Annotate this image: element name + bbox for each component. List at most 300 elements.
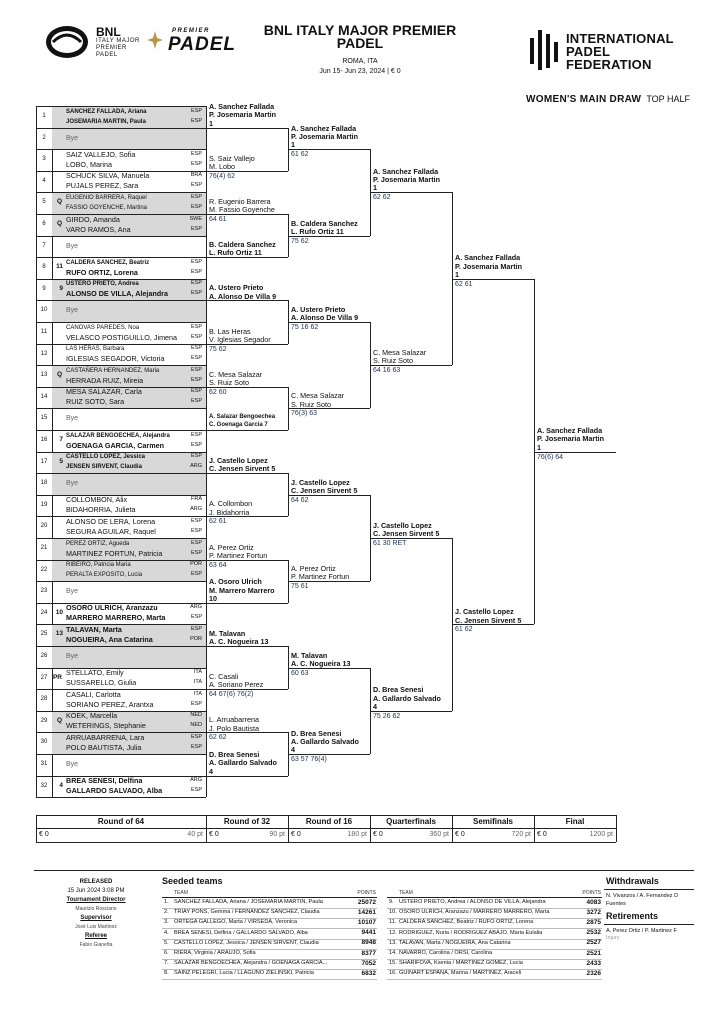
seed-rank: 1.: [164, 899, 169, 905]
country-1: ITA: [193, 690, 202, 697]
player-2-name: MARRERO MARRERO, Marta: [66, 613, 166, 623]
player-2-name: SUSSARELLO, Giulia: [66, 678, 137, 688]
officials-block: RELEASED 15 Jun 2024 3:08 PM Tournament Director Maurizio Rosciano Supervisor José Luis Martinez Referee Fabio Gianetta: [66, 879, 126, 948]
winner-name: P. Martinez Fortun: [209, 550, 268, 560]
player-1-name: EUGENIO BARRERA, Raquel: [66, 194, 147, 201]
winner-name: 1: [537, 442, 541, 452]
draw-title: WOMEN'S MAIN DRAW TOP HALF: [526, 94, 690, 105]
seed-rank: 13.: [389, 939, 397, 946]
country-1: ESP: [190, 150, 202, 157]
retirements-title: Retirements: [606, 911, 659, 921]
player-1-name: MESA SALAZAR, Carla: [66, 387, 142, 397]
country-1: ARG: [190, 777, 202, 784]
country-1: NED: [190, 712, 202, 719]
country-2: NED: [190, 722, 202, 729]
country-2: ARG: [190, 463, 202, 470]
seed-team: TRIAY PONS, Gemma / FERNANDEZ SANCHEZ, Claudia: [174, 909, 320, 916]
seed-team: GUINART ESPAÑA, Marina / MARTINEZ, Araceli: [399, 970, 522, 977]
winner-name: D. Brea Senesi: [291, 728, 342, 738]
padel-label: PADEL: [168, 34, 236, 55]
entry-number: 14: [40, 393, 48, 400]
row-divider: [36, 408, 206, 409]
round-points: 1200 pt: [589, 831, 613, 838]
winner-name: 1: [291, 140, 295, 150]
country-1: ESP: [190, 625, 202, 632]
winner-name: A. Osoro Ulrich: [209, 577, 262, 587]
winner-name: A. Sanchez Fallada: [291, 123, 357, 133]
country-2: ESP: [190, 614, 202, 621]
seed-rank: 5.: [164, 939, 169, 946]
country-1: SWE: [189, 215, 202, 222]
seed-number: 7: [59, 436, 63, 443]
match-score: 76(4) 62: [209, 172, 236, 180]
winner-name: C. Jensen Sirvent 5: [373, 529, 440, 539]
entry-number: 23: [40, 588, 48, 595]
winner-name: A. Soriano Perez: [209, 680, 264, 690]
entry-number: 10: [40, 307, 48, 314]
player-2-name: PERALTA EXPOSITO, Lucia: [66, 572, 143, 579]
country-2: ESP: [190, 700, 202, 707]
player-2-name: JOSEMARIA MARTIN, Paula: [66, 118, 146, 125]
entry-number: 1: [42, 113, 46, 119]
winner-name: C. Mesa Salazar: [209, 369, 263, 379]
match-score: 62 62: [209, 734, 227, 742]
winner-name: A. Salazar Bengoechea: [209, 414, 276, 420]
seed-rank: 6.: [164, 950, 169, 956]
country-1: ESP: [190, 107, 202, 114]
winner-name: C. Casali: [209, 672, 239, 682]
seed-team: OSORO ULRICH, Aranzazu / MARRERO MARRERO, Marta: [399, 909, 550, 916]
match-score: 60 63: [291, 669, 309, 677]
entry-number: 27: [40, 674, 48, 681]
country-1: ESP: [190, 258, 202, 265]
points-header: POINTS: [582, 890, 601, 896]
bye-label: Bye: [66, 588, 79, 596]
seed-rank: 2.: [164, 909, 169, 916]
country-2: ARG: [190, 506, 202, 513]
winner-name: P. Martinez Fortun: [291, 572, 350, 582]
winner-name: C. Mesa Salazar: [291, 391, 345, 401]
row-divider: [36, 797, 206, 798]
player-1-name: COLLOMBON, Alix: [66, 495, 128, 505]
bracket-line: [370, 192, 452, 193]
bracket-line: [288, 149, 370, 150]
winner-name: A. Ustero Prieto: [291, 305, 346, 314]
winner-name: M. Talavan: [209, 629, 246, 638]
round-name: Round of 32: [223, 817, 271, 826]
winner-name: M. Talavan: [291, 650, 328, 660]
player-2-name: ALONSO DE VILLA, Alejandra: [66, 289, 168, 299]
entry-number: 4: [42, 177, 46, 184]
round-prize: € 0: [373, 831, 383, 838]
qualifier-tag: Q: [56, 220, 62, 227]
seed-points: 2532: [586, 929, 601, 937]
player-2-name: RUIZ SOTO, Sara: [66, 397, 125, 407]
player-1-name: ALONSO DE LERA, Lorena: [66, 516, 156, 526]
withdrawals-title: Withdrawals: [606, 876, 659, 886]
seed-team: SHARIFOVA, Ksenia / MARTINEZ GOMEZ, Lucia: [399, 960, 523, 967]
winner-name: A. Gallardo Salvado: [209, 758, 277, 768]
bracket-line: [534, 452, 616, 453]
seed-rank: 10.: [389, 909, 397, 916]
player-1-name: SAIZ VALLEJO, Sofia: [66, 149, 136, 159]
entry-number: 19: [40, 501, 48, 508]
seed-rank: 14.: [389, 950, 397, 956]
player-2-name: SORIANO PEREZ, Arantxa: [66, 699, 154, 709]
match-score: 75 26 62: [373, 712, 401, 720]
seed-points: 2875: [586, 918, 601, 926]
entry-number: 26: [40, 653, 48, 659]
country-1: FRA: [191, 496, 202, 503]
country-2: ESP: [190, 290, 202, 297]
winner-name: L. Arruabarrena: [209, 715, 259, 725]
country-2: ESP: [190, 355, 202, 362]
match-score: 75 61: [291, 583, 309, 591]
winner-name: B. Caldera Sanchez: [209, 240, 276, 250]
country-2: ESP: [190, 268, 202, 275]
bye-label: Bye: [66, 307, 79, 315]
seed-rank: 11.: [389, 919, 397, 926]
rounds-bottom-rule: [36, 842, 616, 843]
country-1: ESP: [190, 345, 202, 352]
winner-name: A. C. Nogueira 13: [209, 637, 269, 647]
bye-label: Bye: [66, 415, 79, 423]
player-2-name: NOGUEIRA, Ana Catarina: [66, 634, 153, 644]
seed-points: 8377: [361, 949, 376, 957]
points-header: POINTS: [357, 890, 376, 896]
player-1-name: BREA SENESI, Delfina: [66, 776, 143, 786]
winner-name: M. Fassio Goyenche: [209, 205, 275, 215]
player-1-name: SALAZAR BENGOECHEA, Alejandra: [66, 432, 170, 439]
winner-name: A. Sanchez Fallada: [537, 426, 603, 436]
match-score: 64 16 63: [373, 367, 401, 375]
winner-name: C. Jensen Sirvent 5: [291, 486, 358, 495]
winner-name: A. C. Nogueira 13: [291, 658, 351, 668]
entry-number: 21: [40, 545, 48, 551]
winner-name: A. Ustero Prieto: [209, 283, 264, 293]
winner-name: 4: [209, 766, 213, 776]
winner-name: A. Gallardo Salvado: [373, 693, 441, 703]
seed-points: 2433: [586, 959, 601, 967]
winner-name: A. Perez Ortiz: [291, 564, 336, 574]
match-score: 75 62: [209, 345, 227, 353]
seed-team: CASTELLO LOPEZ, Jessica / JENSEN SIRVENT, Claudia: [174, 939, 319, 946]
country-1: ESP: [190, 280, 202, 287]
entry-number: 7: [42, 242, 46, 249]
seed-row-rule: [162, 979, 377, 980]
withdrawals-text: N. Vivanzos / A. Fernandez D Fuentes: [606, 893, 679, 907]
seed-team: NAVARRO, Carolina / ORSI, Carolina: [399, 950, 493, 956]
country-2: ESP: [190, 117, 202, 124]
winner-name: B. Caldera Sanchez: [291, 218, 358, 228]
location: ROMA, ITA: [342, 58, 378, 65]
row-divider: [36, 581, 206, 582]
player-2-name: VARO RAMOS, Ana: [66, 224, 131, 234]
bye-label: Bye: [66, 242, 79, 250]
country-2: ESP: [190, 571, 202, 578]
entry-number: 24: [40, 609, 48, 616]
match-score: 62 61: [209, 518, 227, 526]
row-divider: [36, 300, 206, 301]
winner-name: P. Josemaria Martin: [537, 434, 604, 444]
player-2-name: PUJALS PEREZ, Sara: [66, 181, 139, 191]
qualifier-tag: Q: [56, 198, 62, 206]
winner-name: S. Saiz Vallejo: [209, 153, 255, 163]
country-1: ESP: [190, 193, 202, 200]
entry-number: 13: [40, 372, 48, 379]
winner-name: J. Castello Lopez: [455, 607, 514, 617]
winner-name: A. Sanchez Fallada: [455, 253, 521, 263]
country-1: POR: [190, 561, 202, 568]
round-points: 180 pt: [347, 831, 367, 838]
winner-name: 10: [209, 593, 217, 603]
country-1: ESP: [190, 366, 202, 373]
winner-name: P. Josemaria Martin: [209, 110, 276, 120]
seed-number: 11: [56, 263, 63, 271]
player-2-name: FASSIO GOYENCHE, Martina: [66, 204, 148, 211]
winner-name: J. Castello Lopez: [209, 456, 268, 466]
entry-number: 9: [42, 285, 46, 292]
qualifier-tag: Q: [56, 716, 62, 724]
round-points: 360 pt: [429, 831, 449, 838]
winner-name: J. Castello Lopez: [373, 521, 432, 530]
seed-number: 4: [59, 781, 63, 789]
entry-number: 6: [42, 221, 46, 227]
country-2: ESP: [190, 182, 202, 189]
match-score: 75 16 62: [291, 324, 319, 331]
country-2: ESP: [190, 225, 202, 232]
winner-name: M. Marrero Marrero: [209, 585, 275, 595]
winner-name: D. Brea Senesi: [373, 685, 424, 695]
country-2: ESP: [190, 160, 202, 167]
bnl-logo-icon: [44, 24, 90, 60]
premier-label: PREMIER: [172, 28, 210, 34]
ipf-logo-icon: [528, 28, 562, 74]
player-1-name: CANOVAS PAREDES, Noa: [66, 324, 140, 331]
country-1: ESP: [190, 539, 202, 546]
player-2-name: HERRADA RUIZ, Mireia: [66, 375, 144, 385]
player-2-name: LOBO, Marina: [66, 159, 112, 169]
country-1: ESP: [190, 323, 202, 330]
seed-rank: 9.: [389, 899, 394, 905]
match-score: 63 64: [209, 561, 227, 569]
seed-rank: 16.: [389, 970, 397, 977]
winner-name: 4: [373, 701, 377, 711]
seed-points: 2326: [586, 969, 601, 977]
player-2-name: SEGURA AGUILAR, Raquel: [66, 526, 156, 536]
seeded-title: Seeded teams: [162, 876, 223, 886]
seed-rank: 15.: [389, 960, 397, 967]
seed-number: 9: [59, 284, 63, 292]
round-prize: € 0: [537, 831, 547, 838]
winner-name: A. Alonso De Villa 9: [291, 313, 359, 323]
player-1-name: LAS HERAS, Barbara: [66, 346, 125, 353]
seed-points: 4083: [586, 898, 601, 906]
seed-team: ORTEGA GALLEGO, Marta / VIRSEDA, Veronica: [174, 919, 298, 926]
entry-number: 3: [42, 156, 46, 163]
entry-number: 31: [40, 761, 48, 767]
winner-name: S. Ruiz Soto: [291, 399, 331, 409]
country-2: ESP: [190, 398, 202, 405]
seed-rank: 4.: [164, 929, 169, 936]
seed-rank: 12.: [389, 929, 397, 936]
country-1: ESP: [190, 431, 202, 438]
player-1-name: USTERO PRIETO, Andrea: [66, 281, 139, 288]
player-1-name: KOEK, Marcella: [66, 711, 118, 721]
player-1-name: CASTAÑERA HERNANDEZ, Maria: [66, 367, 160, 374]
player-2-name: WETERINGS, Stephanie: [66, 721, 146, 731]
winner-name: L. Rufo Ortiz 11: [291, 226, 344, 236]
winner-name: J. Polo Bautista: [209, 723, 259, 733]
player-2-name: BIDAHORRIA, Julieta: [66, 505, 136, 515]
country-2: ITA: [193, 679, 202, 686]
player-2-name: RUFO ORTIZ, Lorena: [66, 267, 138, 277]
country-2: ESP: [190, 787, 202, 794]
match-score: 76(3) 63: [291, 410, 318, 418]
winner-name: 4: [291, 744, 295, 754]
round-name: Final: [565, 817, 585, 826]
round-prize: € 0: [291, 831, 301, 838]
bracket-line: [288, 754, 370, 755]
seed-points: 10107: [357, 918, 376, 926]
entry-number: 18: [40, 480, 48, 487]
country-2: ESP: [190, 203, 202, 210]
country-2: ESP: [190, 441, 202, 448]
winner-name: 1: [455, 269, 459, 279]
seed-team: RODRIGUEZ, Nuria / RODRIGUEZ ABAJO, Maria Eulalia: [399, 929, 543, 936]
entry-number: 25: [40, 631, 48, 638]
entry-number: 29: [40, 717, 48, 724]
seed-team: SANCHEZ FALLADA, Ariana / JOSEMARIA MARTIN, Paula: [174, 899, 323, 905]
match-score: 62 60: [209, 388, 227, 396]
player-2-name: POLO BAUTISTA, Julia: [66, 742, 142, 752]
row-divider: [36, 754, 206, 755]
dates: Jun 15- Jun 23, 2024 | € 0: [319, 68, 401, 75]
team-header: TEAM: [399, 890, 413, 896]
round-prize: € 0: [209, 831, 219, 838]
bracket-right-border: [206, 106, 207, 797]
player-1-name: PEREZ ORTIZ, Agueda: [66, 540, 130, 547]
winner-name: D. Brea Senesi: [209, 750, 260, 760]
winner-name: A. Collombon: [209, 499, 253, 509]
bracket-line: [206, 776, 288, 777]
winner-name: A. Alonso De Villa 9: [209, 291, 277, 301]
country-1: BRA: [190, 172, 202, 179]
winner-name: C. Goenaga Garcia 7: [209, 422, 268, 429]
seed-points: 2527: [586, 939, 601, 947]
player-1-name: STELLATO, Emily: [66, 668, 124, 678]
team-header: TEAM: [174, 890, 188, 896]
winner-name: A. Perez Ortiz: [209, 542, 254, 552]
round-name: Round of 64: [97, 817, 145, 826]
seed-team: USTERO PRIETO, Andrea / ALONSO DE VILLA, Alejandra: [399, 899, 546, 905]
player-1-name: SANCHEZ FALLADA, Ariana: [66, 108, 147, 115]
entry-number: 15: [40, 415, 48, 422]
entry-number: 5: [42, 199, 46, 206]
winner-name: M. Lobo: [209, 162, 235, 171]
player-2-name: GOENAGA GARCIA, Carmen: [66, 440, 164, 450]
seed-team: SALAZAR BENGOECHEA, Alejandra / GOENAGA GARCIA...: [174, 960, 328, 967]
round-prize: € 0: [39, 831, 49, 838]
match-score: 61 62: [455, 626, 473, 634]
seed-points: 9441: [361, 929, 376, 937]
seed-points: 25072: [357, 898, 376, 906]
winner-name: B. Las Heras: [209, 326, 251, 336]
round-name: Semifinals: [472, 817, 513, 826]
entry-number: 2: [42, 134, 46, 141]
country-2: ESP: [190, 376, 202, 383]
seed-team: TALAVAN, Marta / NOGUEIRA, Ana Catarina: [399, 939, 511, 946]
winner-name: P. Josemaria Martin: [455, 261, 522, 271]
match-score: 64 61: [209, 216, 227, 223]
winner-name: J. Castello Lopez: [291, 477, 350, 487]
bracket-line: [370, 711, 452, 712]
bye-label: Bye: [66, 480, 79, 488]
winner-name: V. Iglesias Segador: [209, 334, 271, 344]
round-name: Round of 16: [305, 817, 353, 826]
bnl-subtitle: ITALY MAJOR PREMIER PADEL: [96, 38, 140, 58]
bracket-line: [452, 279, 534, 280]
player-2-name: MARTINEZ FORTUN, Patricia: [66, 548, 163, 558]
country-2: ESP: [190, 527, 202, 534]
seed-team: BREA SENESI, Delfina / GALLARDO SALVADO, Alba: [174, 929, 308, 936]
entry-number: 8: [42, 264, 46, 271]
round-divider: [616, 815, 617, 842]
winner-name: A. Sanchez Fallada: [373, 166, 439, 176]
match-score: 75 62: [291, 237, 309, 245]
entry-number: 16: [40, 437, 48, 443]
page-title: BNL ITALY MAJOR PREMIER PADEL: [263, 22, 457, 51]
seed-points: 6832: [361, 969, 376, 977]
country-1: ARG: [190, 604, 202, 611]
entry-number: 22: [40, 566, 48, 573]
winner-name: P. Josemaria Martin: [291, 131, 358, 141]
country-1: ESP: [190, 388, 202, 395]
winner-name: C. Jensen Sirvent 5: [455, 615, 522, 625]
entry-number: 20: [40, 523, 48, 530]
seed-points: 3272: [586, 908, 601, 916]
country-2: POR: [190, 635, 202, 642]
entry-number: 32: [40, 782, 48, 789]
entry-number: 12: [40, 350, 48, 357]
seed-number: 13: [55, 630, 63, 638]
round-points: 90 pt: [269, 831, 285, 838]
rounds-top-rule: [36, 815, 616, 816]
winner-name: A. Gallardo Salvado: [291, 736, 359, 746]
country-1: ITA: [193, 669, 202, 676]
country-1: ESP: [190, 453, 202, 460]
ipf-name: INTERNATIONAL PADEL FEDERATION: [566, 31, 674, 72]
seed-number: 10: [55, 608, 63, 616]
match-score: 61 62: [291, 151, 309, 159]
seed-number: 5: [59, 457, 63, 465]
player-1-name: TALAVAN, Marta: [66, 624, 122, 634]
seed-rank: 8.: [164, 970, 169, 977]
premier-padel-logo-icon: [146, 30, 164, 50]
seed-points: 2521: [586, 949, 601, 957]
retirements-reason: Injury: [606, 935, 620, 941]
player-1-name: SCHUCK SILVA, Manuela: [66, 171, 150, 181]
seed-points: 14261: [357, 908, 376, 916]
seed-team: SAINZ PELEGRI, Lucia / LLAGUNO ZIELINSKI, Patricia: [174, 970, 314, 977]
seed-team: CALDERA SANCHEZ, Beatriz / RUFO ORTIZ, Lorena: [399, 919, 534, 926]
retirements-text: A. Perez Ortiz / P. Martinez F: [606, 928, 677, 934]
qualifier-tag: PR: [52, 673, 62, 681]
player-1-name: RIBEIRO, Patricia Maria: [66, 562, 131, 569]
seed-rank: 3.: [164, 919, 169, 926]
seed-rank: 7.: [164, 960, 169, 967]
entry-number: 17: [40, 458, 48, 465]
